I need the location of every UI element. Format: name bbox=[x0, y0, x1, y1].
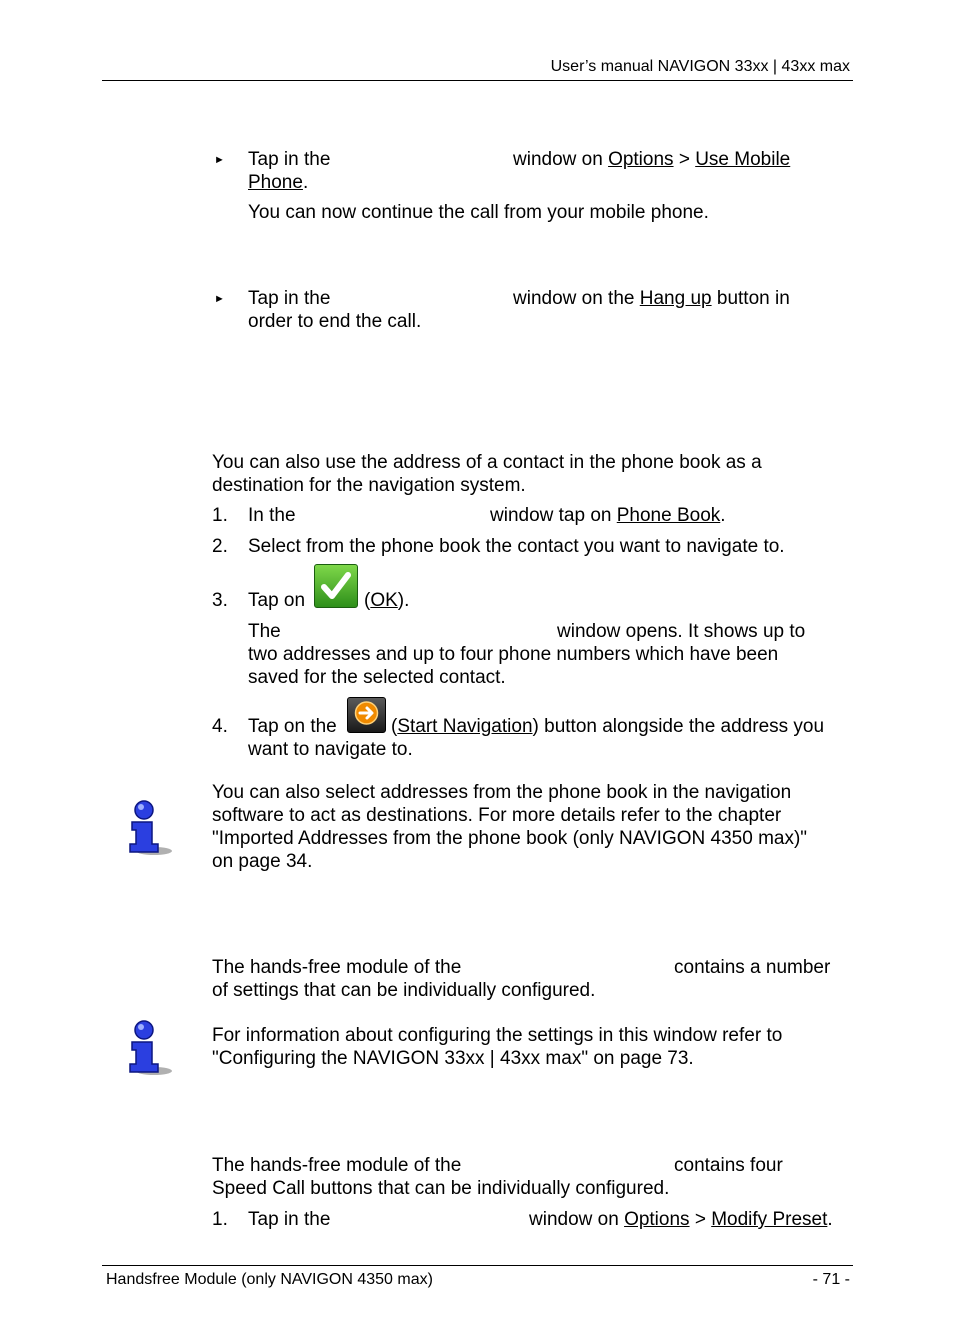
info-person-icon bbox=[124, 1018, 176, 1078]
s2-line1-text: window on the Hang up button in bbox=[513, 288, 790, 309]
start-navigation-link[interactable]: Start Navigation bbox=[397, 716, 533, 737]
s3-step3-opens: window opens. It shows up to bbox=[557, 621, 806, 642]
s5-step1-text: window on Options > Modify Preset. bbox=[529, 1209, 833, 1230]
s3-info-4: on page 34. bbox=[212, 851, 313, 872]
s3-step1-start: In the bbox=[248, 505, 296, 526]
info-person-icon bbox=[124, 798, 176, 858]
s1-line2: Phone. bbox=[248, 172, 309, 193]
s2-line2: order to end the call. bbox=[248, 311, 422, 332]
s3-step1-text: window tap on Phone Book. bbox=[490, 505, 726, 526]
bullet-arrow-icon: ► bbox=[214, 293, 225, 305]
options-link[interactable]: Options bbox=[608, 149, 674, 170]
s4-info-2: "Configuring the NAVIGON 33xx | 43xx max" on page 73. bbox=[212, 1048, 694, 1069]
bullet-arrow-icon: ► bbox=[214, 154, 225, 166]
s1-note: You can now continue the call from your mobile phone. bbox=[248, 202, 709, 223]
s3-step4-start: Tap on the bbox=[248, 716, 337, 737]
s3-info-1: You can also select addresses from the phone book in the navigation bbox=[212, 782, 792, 803]
s3-step3-start: Tap on bbox=[248, 590, 306, 611]
s4-p1-end: contains a number bbox=[674, 957, 831, 978]
s3-info-3: "Imported Addresses from the phone book (only NAVIGON 4350 max)" bbox=[212, 828, 808, 849]
modify-preset-link[interactable]: Modify Preset bbox=[711, 1209, 828, 1230]
s4-info-1: For information about configuring the settings in this window refer to bbox=[212, 1025, 783, 1046]
footer-page-number: - 71 - bbox=[812, 1271, 850, 1288]
s5-p1-start: The hands-free module of the bbox=[212, 1155, 462, 1176]
s3-step3-ok: (OK). bbox=[364, 590, 410, 611]
s3-step4-c: want to navigate to. bbox=[248, 739, 413, 760]
s3-info-2: software to act as destinations. For more details refer to the chapter bbox=[212, 805, 782, 826]
step-number: 3. bbox=[212, 590, 228, 611]
checkmark-icon bbox=[315, 565, 357, 607]
hang-up-link[interactable]: Hang up bbox=[639, 288, 712, 309]
s3-step3-d: saved for the selected contact. bbox=[248, 667, 506, 688]
s3-step3-c: two addresses and up to four phone numbers which have been bbox=[248, 644, 779, 665]
s3-intro-1: You can also use the address of a contact in the phone book as a bbox=[212, 452, 762, 473]
page-header-title: User’s manual NAVIGON 33xx | 43xx max bbox=[550, 58, 850, 75]
options-link[interactable]: Options bbox=[624, 1209, 690, 1230]
s5-step1-start: Tap in the bbox=[248, 1209, 331, 1230]
s4-p1-start: The hands-free module of the bbox=[212, 957, 462, 978]
phone-link[interactable]: Phone bbox=[248, 172, 303, 193]
ok-link[interactable]: OK bbox=[370, 590, 398, 611]
footer-rule bbox=[102, 1265, 853, 1266]
phone-book-link[interactable]: Phone Book bbox=[616, 505, 721, 526]
arrow-circle-icon bbox=[348, 698, 385, 732]
s4-p2: of settings that can be individually configured. bbox=[212, 980, 596, 1001]
start-navigation-icon[interactable] bbox=[347, 697, 386, 733]
s1-line1-text: window on Options > Use Mobile bbox=[513, 149, 791, 170]
s5-p1-end: contains four bbox=[674, 1155, 783, 1176]
step-number: 4. bbox=[212, 716, 228, 737]
s1-line1-start: Tap in the bbox=[248, 149, 331, 170]
header-rule bbox=[102, 80, 853, 81]
step-number: 1. bbox=[212, 1209, 228, 1230]
s3-step4-text: (Start Navigation) button alongside the address you bbox=[391, 716, 825, 737]
s2-line1-start: Tap in the bbox=[248, 288, 331, 309]
ok-checkmark-icon[interactable] bbox=[314, 564, 358, 608]
s3-intro-2: destination for the navigation system. bbox=[212, 475, 526, 496]
s3-step2: Select from the phone book the contact you want to navigate to. bbox=[248, 536, 785, 557]
step-number: 2. bbox=[212, 536, 228, 557]
footer-left: Handsfree Module (only NAVIGON 4350 max) bbox=[106, 1271, 433, 1288]
s3-step3-the: The bbox=[248, 621, 281, 642]
s5-p2: Speed Call buttons that can be individually configured. bbox=[212, 1178, 670, 1199]
step-number: 1. bbox=[212, 505, 228, 526]
use-mobile-link[interactable]: Use Mobile bbox=[695, 149, 791, 170]
